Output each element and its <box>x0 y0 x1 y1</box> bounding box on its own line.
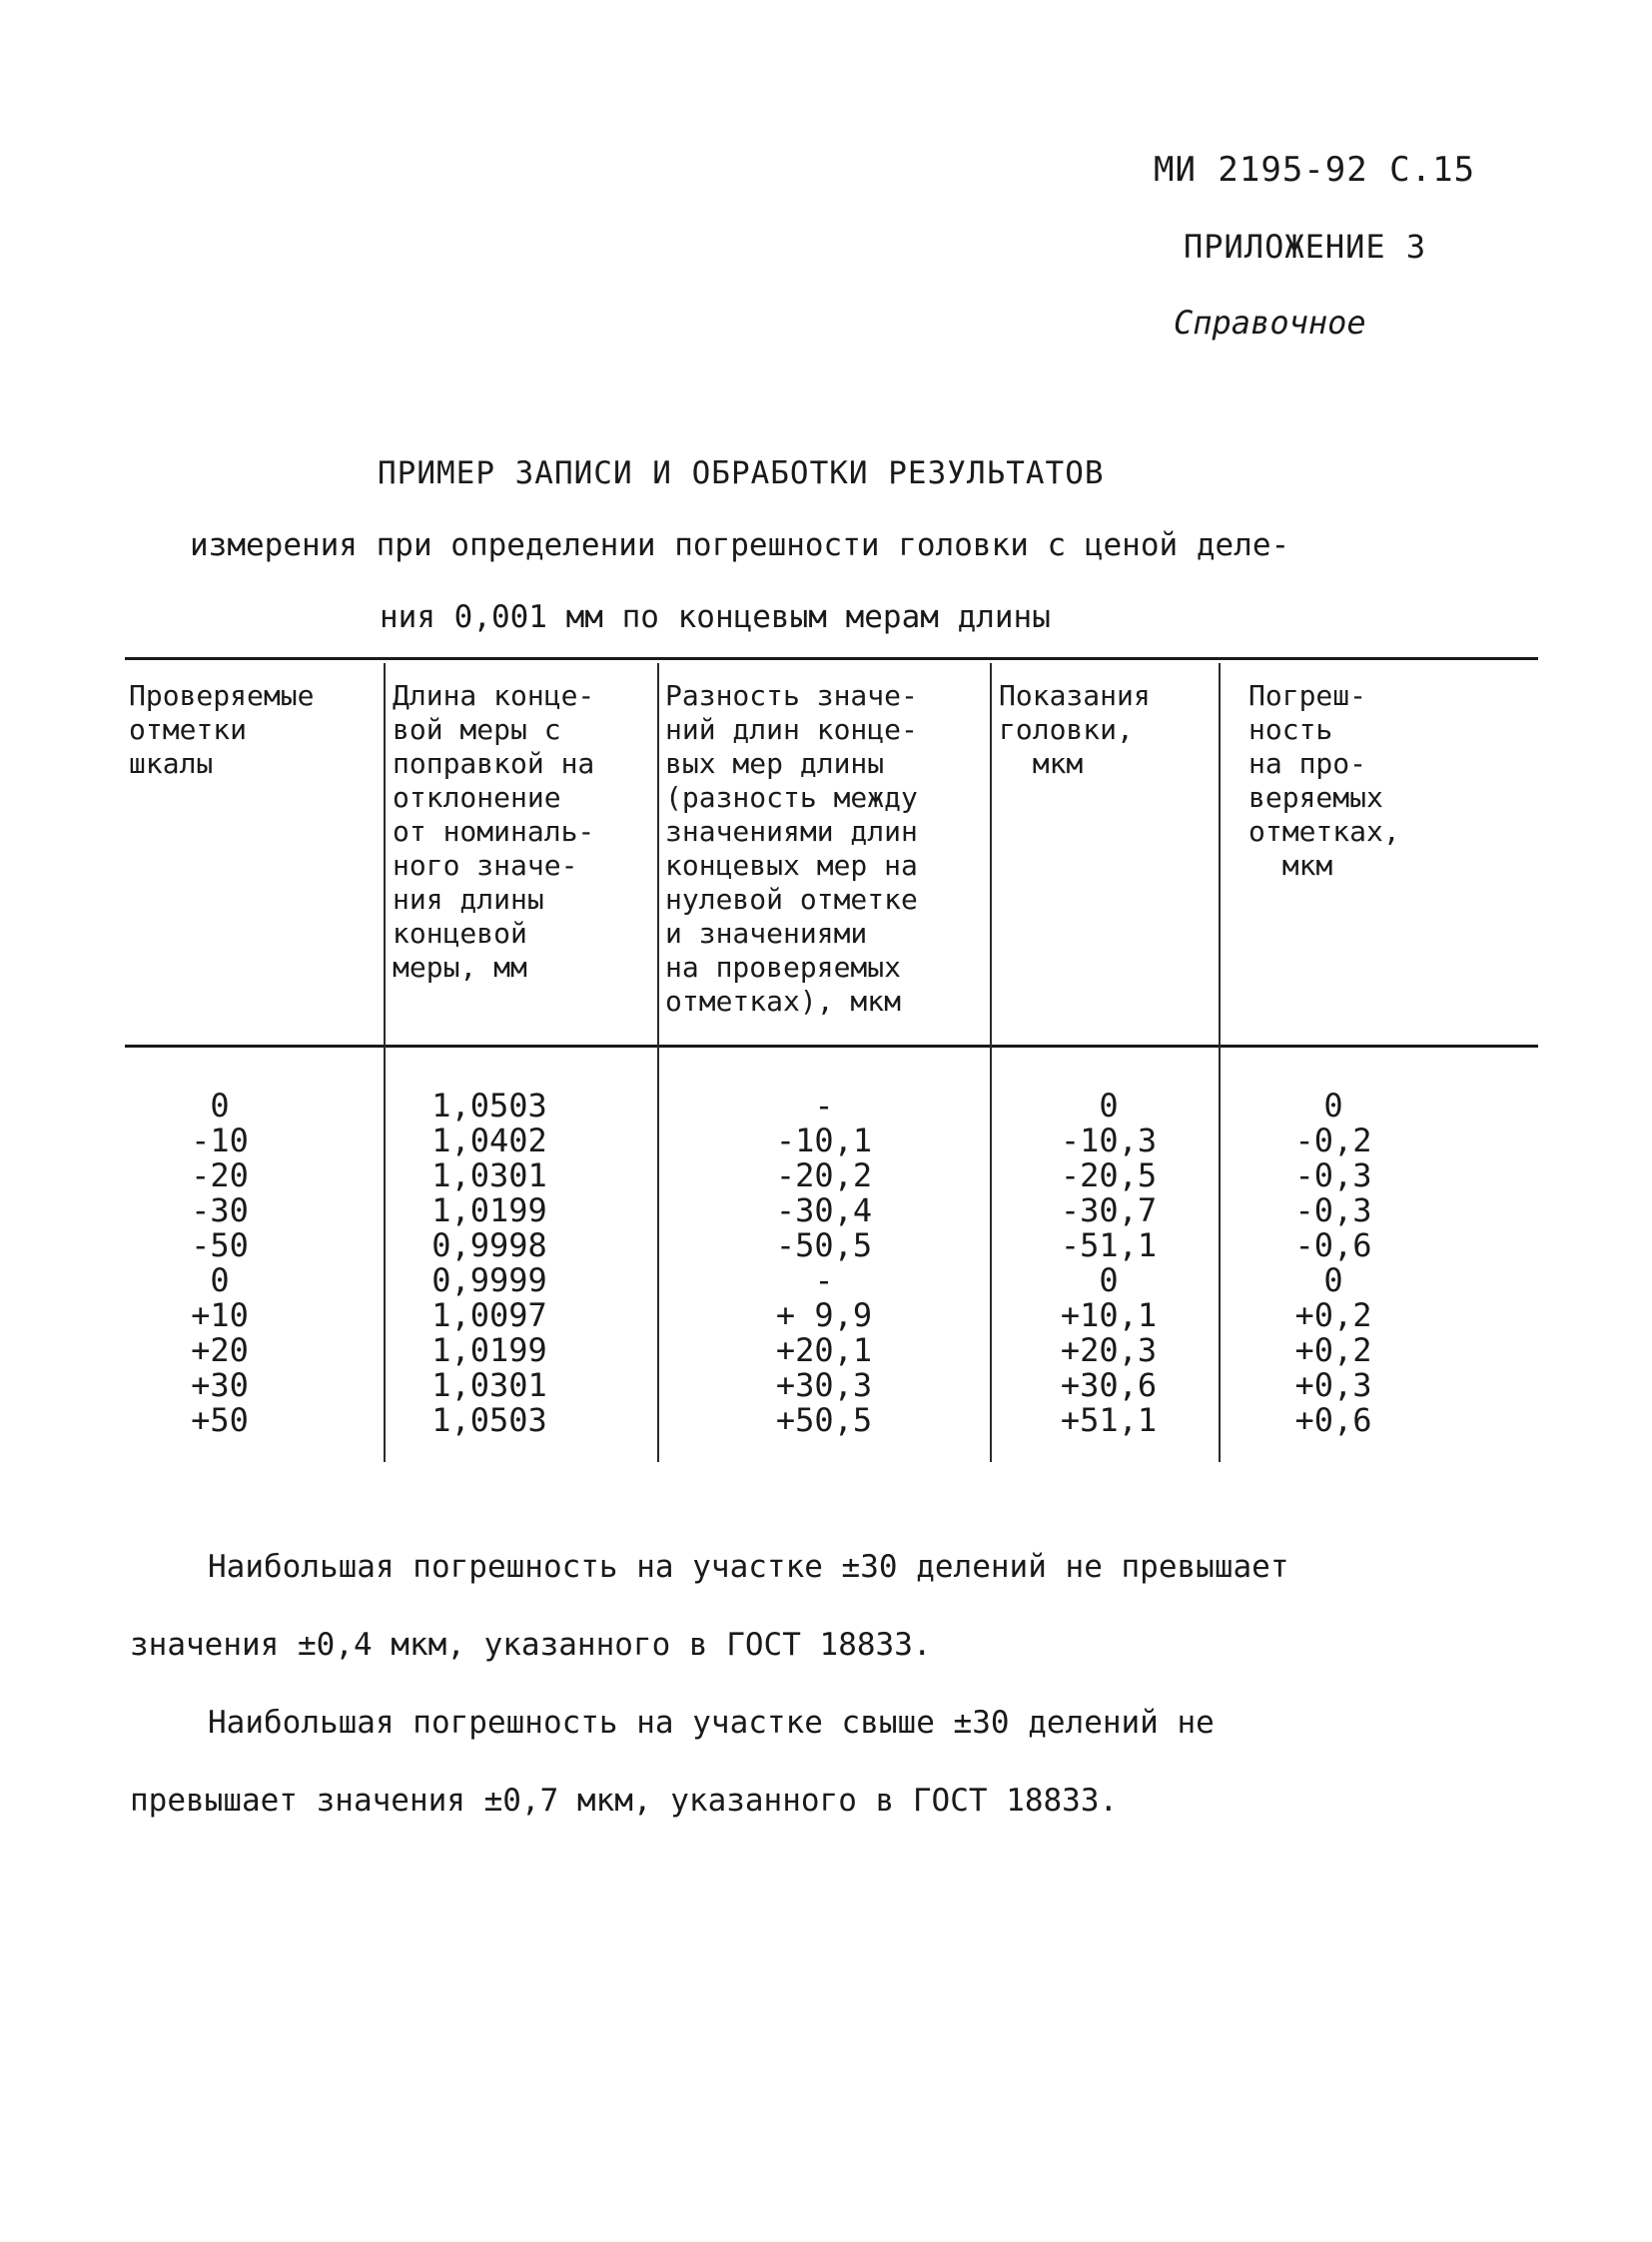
table-cell: 0,9998 <box>431 1226 547 1264</box>
page-header <box>1154 150 1573 342</box>
document-code: МИ 2195-92 С.15 <box>1154 150 1476 190</box>
table-cell: 0 <box>210 1261 230 1299</box>
table-cell: - <box>814 1261 834 1299</box>
table-cell: 1,0199 <box>431 1191 547 1229</box>
table-cell: +30 <box>191 1366 249 1404</box>
table-cell: 1,0097 <box>431 1296 547 1334</box>
reference-label: Справочное <box>1174 304 1366 342</box>
column-divider <box>990 663 992 1462</box>
table-cell: 1,0301 <box>431 1156 547 1194</box>
table-cell: 0 <box>1099 1087 1119 1124</box>
table-cell: -0,2 <box>1294 1121 1372 1159</box>
table-cell: - <box>814 1087 834 1124</box>
table-cell: +30,6 <box>1060 1366 1158 1404</box>
title-line-2: измерения при определении погрешности головки с ценой деле- <box>190 527 1290 563</box>
table-cell: 0 <box>210 1087 230 1124</box>
table-cell: +10 <box>191 1296 249 1334</box>
header-differences: Разность значе- ний длин конце- вых мер длины (разность между значениями длин концевых мер на нулевой отметке и значениями на проверяемых отметках), мкм <box>665 679 918 1018</box>
table-cell: -30,7 <box>1060 1191 1158 1229</box>
table-cell: 1,0402 <box>431 1121 547 1159</box>
note-2-line-2: превышает значения ±0,7 мкм, указанного в ГОСТ 18833. <box>130 1783 1119 1819</box>
table-cell: 0 <box>1323 1087 1343 1124</box>
note-1-line-2: значения ±0,4 мкм, указанного в ГОСТ 18833. <box>130 1627 932 1663</box>
note-1-line-1: Наибольшая погрешность на участке ±30 делений не превышает <box>208 1549 1289 1585</box>
note-2-line-1: Наибольшая погрешность на участке свыше ±30 делений не <box>208 1705 1215 1741</box>
table-header-rule <box>125 1045 1538 1048</box>
table-cell: -10,1 <box>775 1121 873 1159</box>
table-cell: -10,3 <box>1060 1121 1158 1159</box>
table-cell: +10,1 <box>1060 1296 1158 1334</box>
table-cell: -30,4 <box>775 1191 873 1229</box>
table-cell: -51,1 <box>1060 1226 1158 1264</box>
table-cell: + 9,9 <box>775 1296 873 1334</box>
column-readings <box>1024 1089 1194 1438</box>
table-cell: +20,1 <box>775 1331 873 1369</box>
column-divider <box>657 663 659 1462</box>
document-title <box>130 437 1508 653</box>
column-marks <box>145 1089 295 1438</box>
table-cell: -20 <box>191 1156 249 1194</box>
conclusion-notes <box>130 1528 1528 1840</box>
table-cell: 1,0301 <box>431 1366 547 1404</box>
column-differences <box>724 1089 924 1438</box>
table-cell: -10 <box>191 1121 249 1159</box>
table-cell: -50 <box>191 1226 249 1264</box>
table-cell: 1,0199 <box>431 1331 547 1369</box>
table-cell: +30,3 <box>775 1366 873 1404</box>
appendix-label: ПРИЛОЖЕНИЕ 3 <box>1184 228 1427 266</box>
table-cell: -50,5 <box>775 1226 873 1264</box>
table-cell: +51,1 <box>1060 1401 1158 1439</box>
table-cell: 1,0503 <box>431 1087 547 1124</box>
column-divider <box>1219 663 1221 1462</box>
table-cell: -0,3 <box>1294 1156 1372 1194</box>
table-cell: +0,2 <box>1294 1296 1372 1334</box>
table-cell: +50 <box>191 1401 249 1439</box>
table-cell: +20 <box>191 1331 249 1369</box>
table-top-rule <box>125 657 1538 660</box>
table-cell: -20,2 <box>775 1156 873 1194</box>
header-marks: Проверяемые отметки шкалы <box>129 679 315 780</box>
table-cell: -0,6 <box>1294 1226 1372 1264</box>
table-cell: 1,0503 <box>431 1401 547 1439</box>
column-errors <box>1243 1089 1423 1438</box>
header-errors: Погреш- ность на про- веряемых отметках, мкм <box>1248 679 1400 882</box>
table-cell: +0,6 <box>1294 1401 1372 1439</box>
table-cell: +50,5 <box>775 1401 873 1439</box>
column-lengths <box>385 1089 594 1438</box>
table-cell: -30 <box>191 1191 249 1229</box>
table-cell: 0,9999 <box>431 1261 547 1299</box>
table-cell: -20,5 <box>1060 1156 1158 1194</box>
title-line-1: ПРИМЕР ЗАПИСИ И ОБРАБОТКИ РЕЗУЛЬТАТОВ <box>378 455 1105 491</box>
table-cell: +0,2 <box>1294 1331 1372 1369</box>
header-readings: Показания головки, мкм <box>999 679 1151 780</box>
header-lengths: Длина конце- вой меры с поправкой на отклонение от номиналь- ного значе- ния длины концевой меры, мм <box>393 679 595 984</box>
title-line-3: ния 0,001 мм по концевым мерам длины <box>380 599 1051 635</box>
table-cell: 0 <box>1323 1261 1343 1299</box>
table-cell: +20,3 <box>1060 1331 1158 1369</box>
table-cell: -0,3 <box>1294 1191 1372 1229</box>
table-cell: +0,3 <box>1294 1366 1372 1404</box>
table-cell: 0 <box>1099 1261 1119 1299</box>
